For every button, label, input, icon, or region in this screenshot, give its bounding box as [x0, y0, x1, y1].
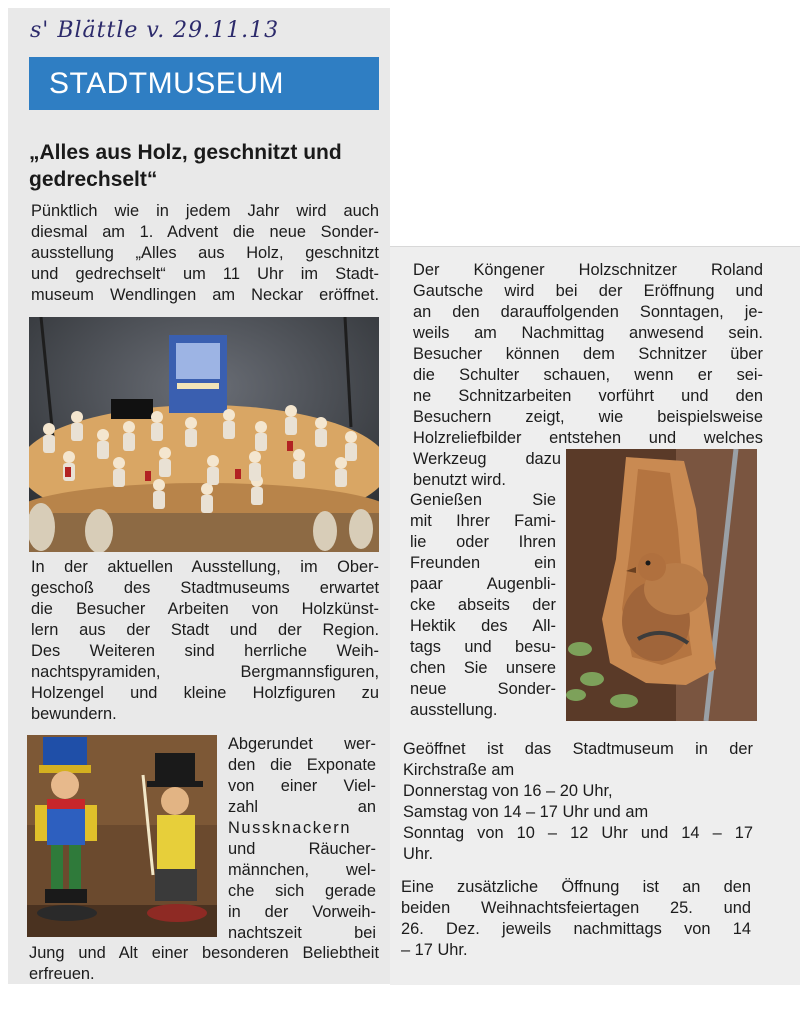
- handwritten-source-note: s' Blättle v. 29.11.13: [30, 18, 280, 43]
- text-line: 26. Dez. jeweils nachmittags von 14: [401, 920, 751, 938]
- text-line: Besuchern zeigt, wie beispielsweise: [413, 408, 763, 426]
- text-line: nachtszeit bei: [228, 924, 376, 942]
- text-line: geschoß des Stadtmuseums erwartet: [31, 579, 379, 597]
- text-line: Kirchstraße am: [403, 761, 515, 779]
- text-line: Samstag von 14 – 17 Uhr und am: [403, 803, 649, 821]
- text-line: cke abseits der: [410, 596, 556, 614]
- text-line: ausstellung „Alles aus Holz, geschnitzt: [31, 244, 379, 262]
- intro-paragraph: [31, 201, 379, 306]
- text-line: benutzt wird.: [413, 471, 506, 489]
- text-line: weils am Nachmittag anwesend sein.: [413, 324, 763, 342]
- text-line: Besucher können dem Schnitzer über: [413, 345, 763, 363]
- enjoy-paragraph: [410, 490, 556, 721]
- text-line: Abgerundet wer-: [228, 735, 376, 753]
- text-line: neue Sonder-: [410, 680, 556, 698]
- text-line: Genießen Sie: [410, 491, 556, 509]
- text-line: nachtspyramiden, Bergmannsfiguren,: [31, 663, 379, 681]
- text-line: Hektik des All-: [410, 617, 556, 635]
- text-line: zahl an: [228, 798, 376, 816]
- text-line: beiden Weihnachtsfeiertagen 25. und: [401, 899, 751, 917]
- text-line: mit Ihrer Fami-: [410, 512, 556, 530]
- article-headline: „Alles aus Holz, geschnitzt und gedrechselt“: [29, 141, 342, 191]
- text-line: Sonntag von 10 – 12 Uhr und 14 – 17: [403, 824, 753, 842]
- text-line: ne Schnitzarbeiten vorführt und den: [413, 387, 763, 405]
- text-line: Freunden ein: [410, 554, 556, 572]
- section-header: STADTMUSEUM: [29, 57, 379, 110]
- text-line: Eine zusätzliche Öffnung ist an den: [401, 878, 751, 896]
- angel-orchestra-photo: [29, 317, 379, 552]
- text-line: chen Sie unsere: [410, 659, 556, 677]
- exhibition-paragraph: [31, 557, 379, 725]
- nutcracker-paragraph: [228, 734, 376, 944]
- text-line: In der aktuellen Ausstellung, im Ober-: [31, 558, 379, 576]
- nutcracker-photo: [27, 735, 217, 937]
- text-line: Uhr.: [403, 845, 434, 863]
- text-line: Nussknackern: [228, 819, 352, 837]
- text-line: den die Exponate: [228, 756, 376, 774]
- text-line: lern aus der Stadt und der Region.: [31, 621, 379, 639]
- text-line: che sich gerade: [228, 882, 376, 900]
- text-line: museum Wendlingen am Neckar eröffnet.: [31, 286, 379, 304]
- text-line: Holzengel und kleine Holzfiguren zu: [31, 684, 379, 702]
- text-line: und Räucher-: [228, 840, 376, 858]
- opening-hours-paragraph: [403, 739, 753, 865]
- text-line: von einer Viel-: [228, 777, 376, 795]
- text-line: an den darauffolgenden Sonntagen, je-: [413, 303, 763, 321]
- text-line: die Schulter schauen, wenn er sei-: [413, 366, 763, 384]
- wood-carving-bird-photo: [566, 449, 757, 721]
- text-line: paar Augenbli-: [410, 575, 556, 593]
- text-line: diesmal am 1. Advent die neue Sonder-: [31, 223, 379, 241]
- extra-opening-paragraph: [401, 877, 751, 961]
- text-line: tags und besu-: [410, 638, 556, 656]
- text-line: und gedrechselt“ um 11 Uhr im Stadt-: [31, 265, 379, 283]
- nutcracker-paragraph-end: [29, 943, 379, 985]
- text-line: lie oder Ihren: [410, 533, 556, 551]
- text-line: männchen, wel-: [228, 861, 376, 879]
- text-line: die Besucher Arbeiten von Holzkünst-: [31, 600, 379, 618]
- text-line: Geöffnet ist das Stadtmuseum in der: [403, 740, 753, 758]
- text-line: Werkzeug dazu: [413, 450, 561, 468]
- text-line: Donnerstag von 16 – 20 Uhr,: [403, 782, 613, 800]
- text-line: Der Köngener Holzschnitzer Roland: [413, 261, 763, 279]
- text-line: erfreuen.: [29, 965, 95, 983]
- text-line: in der Vorweih-: [228, 903, 376, 921]
- text-line: ausstellung.: [410, 701, 498, 719]
- text-line: Jung und Alt einer besonderen Beliebtheit: [29, 944, 379, 962]
- text-line: Des Weiteren sind herrliche Weih-: [31, 642, 379, 660]
- text-line: – 17 Uhr.: [401, 941, 468, 959]
- text-line: Pünktlich wie in jedem Jahr wird auch: [31, 202, 379, 220]
- text-line: bewundern.: [31, 705, 117, 723]
- text-line: Gautsche wird bei der Eröffnung und: [413, 282, 763, 300]
- text-line: Holzreliefbilder entstehen und welches: [413, 429, 763, 447]
